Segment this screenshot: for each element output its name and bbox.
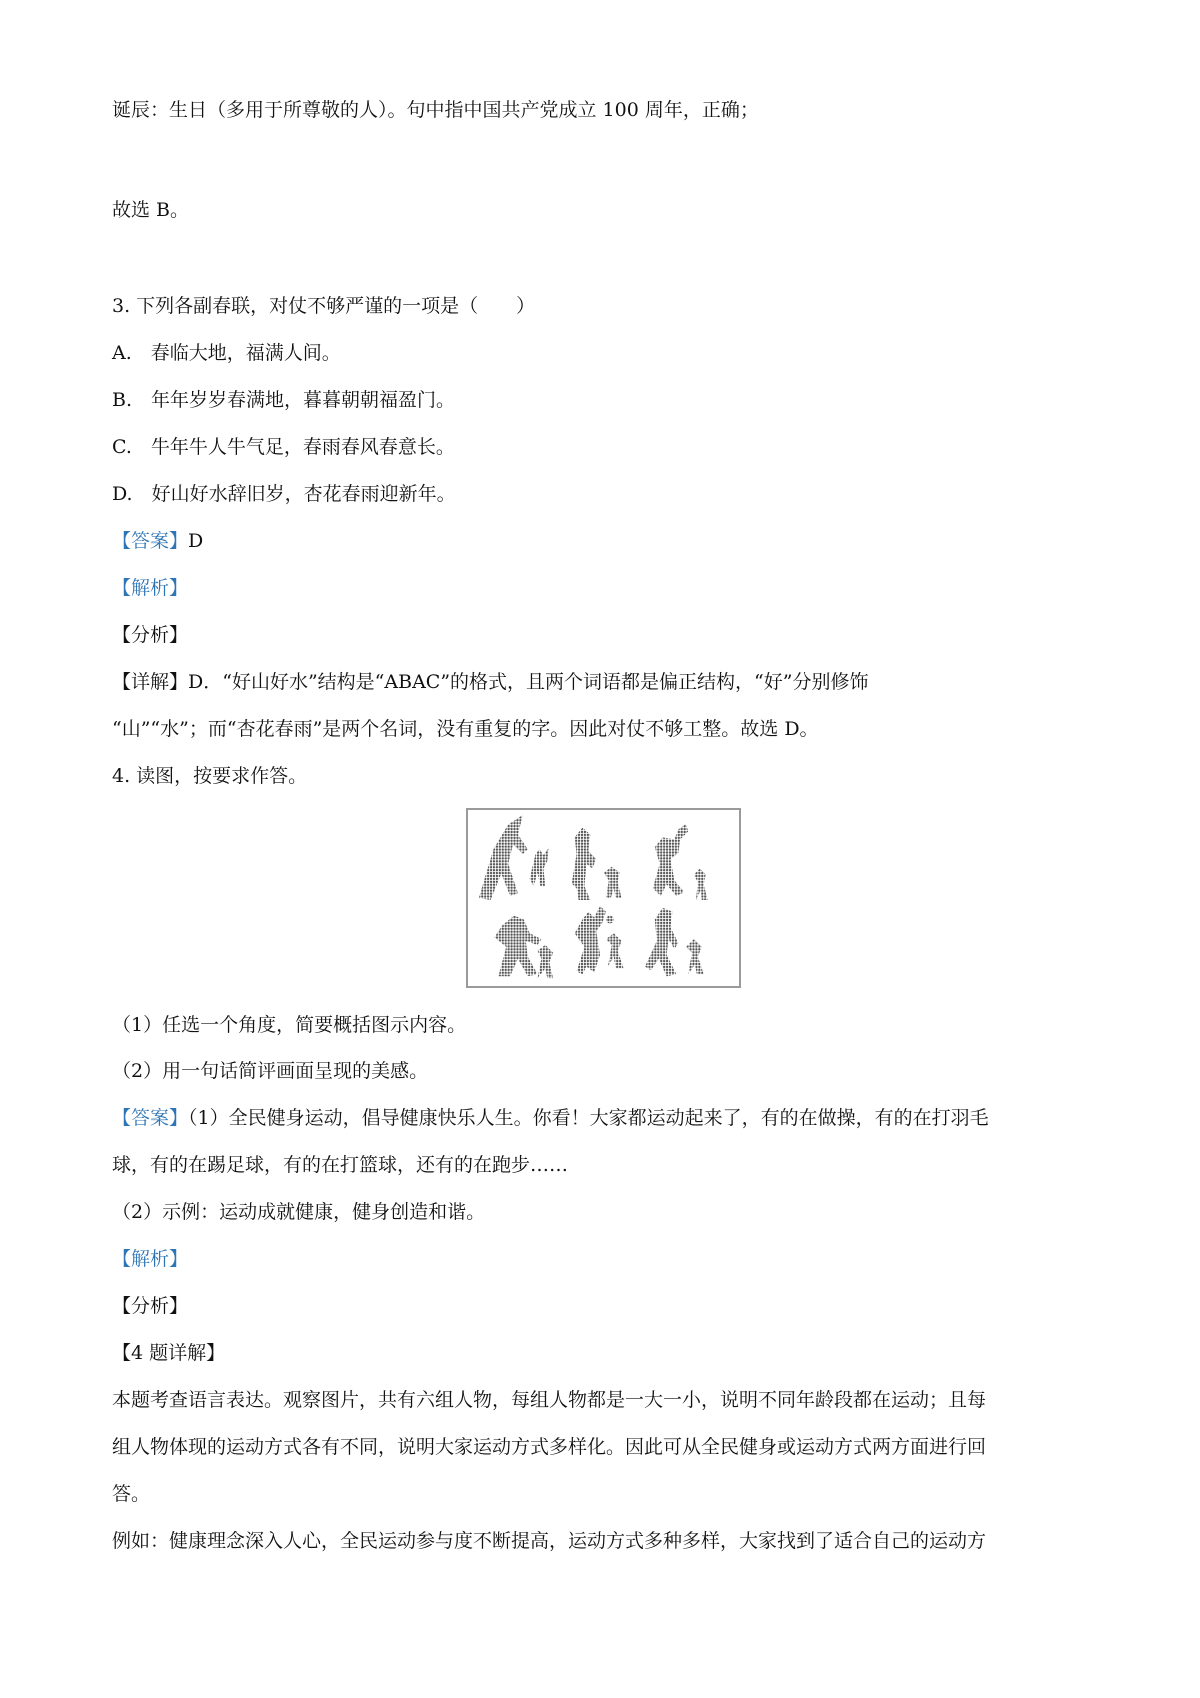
question-4-part-1: （1）任选一个角度，简要概括图示内容。 [112,1014,467,1036]
figure-5-ball [606,916,614,924]
xiangjie-text-1: D．“好山好水”结构是“ABAC”的格式，且两个词语都是偏正结构，“好”分别修饰 [188,671,869,693]
figure-2-small [604,867,622,898]
figure-1-small [530,847,550,886]
xiangjie-line-2: “山”“水”；而“杏花春雨”是两个名词，没有重复的字。因此对仗不够工整。故选 D。 [112,718,819,740]
jiexi-tag-1: 【解析】 [112,577,189,599]
jiexi-tag-2: 【解析】 [112,1248,189,1270]
question-4: 4. 读图，按要求作答。 [112,765,308,787]
figure-2-large [572,828,596,900]
figure-5-small [606,933,624,968]
line-dancheng: 诞辰：生日（多用于所尊敬的人）。句中指中国共产党成立 100 周年，正确； [112,99,759,121]
answer-4-text-1: （1）全民健身运动，倡导健康快乐人生。你看！大家都运动起来了，有的在做操，有的在打羽毛 [188,1107,989,1129]
option-b: B. 年年岁岁春满地，暮暮朝朝福盈门。 [112,389,456,411]
xiangjie-line-1 [112,668,868,696]
answer-4-tag: 【答案】 [112,1107,189,1129]
figure-6-small [686,939,704,974]
answer-tag: 【答案】 [112,530,189,552]
figure-3-small [694,869,708,900]
answer-3 [112,527,203,555]
sports-silhouettes-image [466,808,741,988]
answer-4-line-2: 球，有的在踢足球，有的在打篮球，还有的在跑步…… [112,1154,569,1176]
fenxi-tag-2: 【分析】 [112,1295,189,1317]
fenxi-tag-1: 【分析】 [112,624,189,646]
silhouettes-svg [468,810,739,986]
line-guxuan-b: 故选 B。 [112,199,190,221]
answer-4-line-1 [112,1104,989,1132]
figure-6-large [645,908,678,976]
paragraph-line-1: 本题考查语言表达。观察图片，共有六组人物，每组人物都是一大一小，说明不同年龄段都在运动；且每 [112,1389,987,1411]
option-c: C. 牛年牛人牛气足，春雨春风春意长。 [112,436,455,458]
answer-value: D [188,530,204,552]
figure-5-large [575,906,606,974]
figure-4-small [538,945,554,978]
option-a: A. 春临大地，福满人间。 [112,342,341,364]
paragraph-line-2: 组人物体现的运动方式各有不同，说明大家运动方式多样化。因此可从全民健身或运动方式两方面进行回 [112,1436,987,1458]
option-d: D. 好山好水辞旧岁，杏花春雨迎新年。 [112,483,456,505]
detail-4-tag: 【4 题详解】 [112,1342,226,1364]
xiangjie-tag: 【详解】 [112,671,189,693]
paragraph-line-3: 答。 [112,1483,151,1505]
question-4-part-2: （2）用一句话简评画面呈现的美感。 [112,1060,429,1082]
answer-4-line-3: （2）示例：运动成就健康，健身创造和谐。 [112,1201,486,1223]
figure-4-large [494,916,541,977]
paragraph-line-4: 例如：健康理念深入人心，全民运动参与度不断提高，运动方式多种多样，大家找到了适合自己的运动方 [112,1530,987,1552]
figure-1-large [479,815,528,900]
figure-3-large [653,824,688,896]
question-3: 3. 下列各副春联，对仗不够严谨的一项是（ ） [112,295,536,317]
